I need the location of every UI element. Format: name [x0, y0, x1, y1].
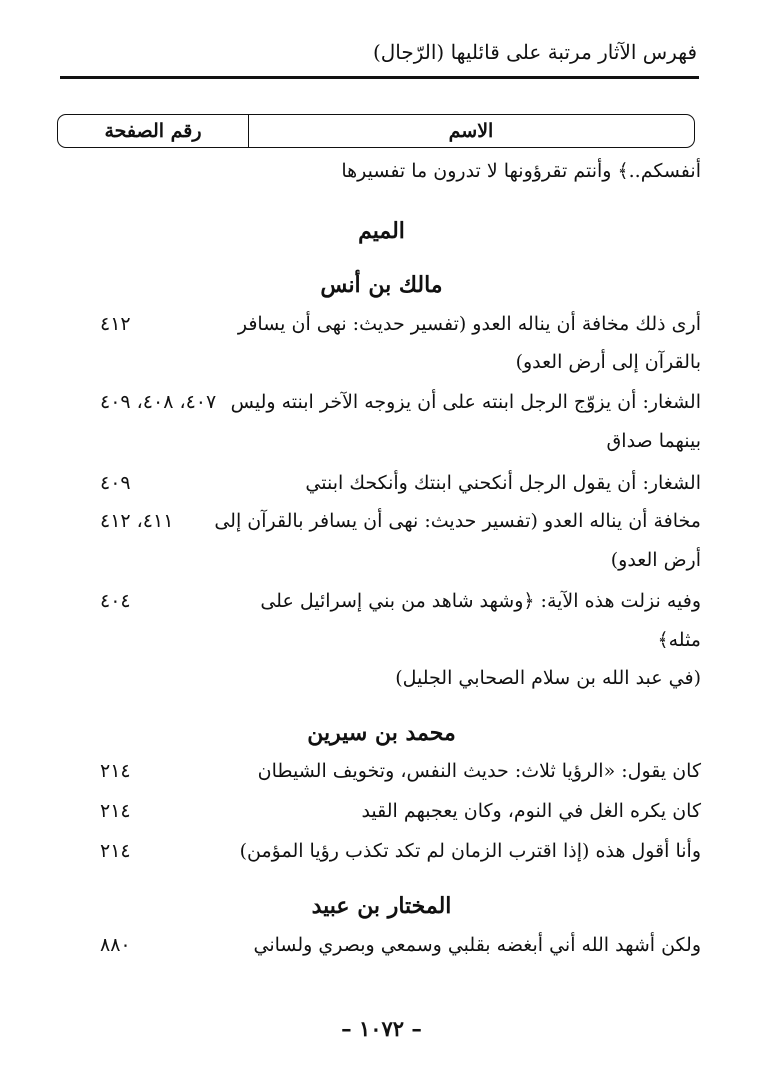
entry-text-line: بالقرآن إلى أرض العدو) — [515, 351, 701, 373]
entry-page-numbers: ٢١٤ — [100, 840, 131, 862]
column-header-name: الاسم — [448, 120, 494, 142]
column-header-page-number: رقم الصفحة — [104, 120, 202, 142]
header-rule — [60, 76, 699, 79]
column-divider — [248, 115, 249, 147]
section-heading: الميم — [358, 218, 405, 244]
entry-text-line: مخافة أن يناله العدو (تفسير حديث: نهى أن يسافر بالقرآن إلى — [214, 510, 701, 532]
entry-page-numbers: ٢١٤ — [100, 800, 131, 822]
entry-page-numbers: ٤٠٧، ٤٠٨، ٤٠٩ — [100, 391, 217, 413]
narrator-name: المختار بن عبيد — [311, 893, 452, 919]
entry-page-numbers: ٨٨٠ — [100, 934, 131, 956]
entry-text-line: الشغار: أن يزوّج الرجل ابنته على أن يزوجه الآخر ابنته وليس — [230, 391, 701, 413]
entry-text-line: (في عبد الله بن سلام الصحابي الجليل) — [395, 667, 701, 689]
entry-page-numbers: ٤١٢ — [100, 313, 131, 335]
entry-page-numbers: ٤٠٤ — [100, 590, 131, 612]
entry-text-line: ولكن أشهد الله أني أبغضه بقلبي وسمعي وبصري ولساني — [253, 934, 701, 956]
narrator-name: محمد بن سيرين — [307, 720, 456, 746]
entry-text-line: وأنا أقول هذه (إذا اقترب الزمان لم تكد تكذب رؤيا المؤمن) — [239, 840, 701, 862]
entry-text-line: بينهما صداق — [606, 430, 701, 452]
entry-text-line: وفيه نزلت هذه الآية: ﴿وشهد شاهد من بني إسرائيل على — [260, 590, 701, 612]
entry-text-line: أرى ذلك مخافة أن يناله العدو (تفسير حديث: نهى أن يسافر — [237, 313, 701, 335]
entry-page-numbers: ٤١١، ٤١٢ — [100, 510, 174, 532]
narrator-name: مالك بن أنس — [320, 272, 443, 298]
continuation-line: أنفسكم..﴾ وأنتم تقرؤونها لا تدرون ما تفسيرها — [341, 160, 701, 182]
entry-text-line: أرض العدو) — [610, 549, 701, 571]
entry-text-line: الشغار: أن يقول الرجل أنكحني ابنتك وأنكحك ابنتي — [305, 472, 701, 494]
entry-text-line: مثله﴾ — [657, 629, 701, 651]
entry-text-line: كان يكره الغل في النوم، وكان يعجبهم القيد — [361, 800, 701, 822]
entry-text-line: كان يقول: «الرؤيا ثلاث: حديث النفس، وتخويف الشيطان — [257, 760, 701, 782]
page-folio-number: – ١٠٧٢ – — [341, 1016, 422, 1041]
column-header-box — [57, 114, 695, 148]
running-head: فهرس الآثار مرتبة على قائليها (الرّجال) — [372, 40, 697, 64]
entry-page-numbers: ٢١٤ — [100, 760, 131, 782]
entry-page-numbers: ٤٠٩ — [100, 472, 131, 494]
